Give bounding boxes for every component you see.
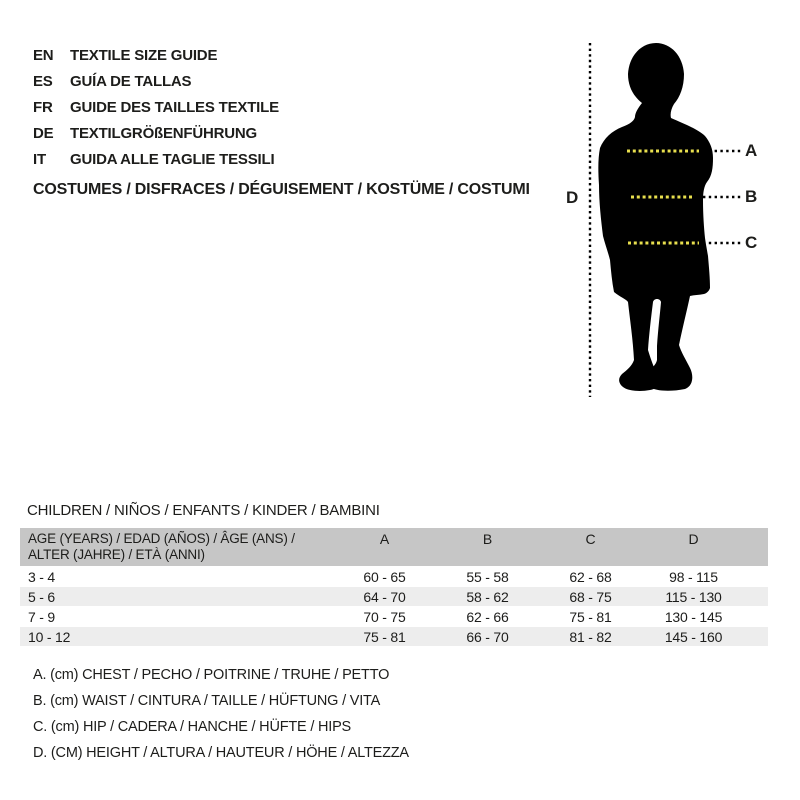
language-title: GUIDA ALLE TAGLIE TESSILI (70, 151, 275, 168)
legend-height: D. (CM) HEIGHT / ALTURA / HAUTEUR / HÖHE / ALTEZZA (33, 745, 409, 761)
child-silhouette (598, 43, 713, 391)
waist-value: 55 - 58 (466, 568, 509, 585)
column-header-a: A (379, 531, 390, 547)
language-title-list (33, 43, 279, 173)
chest-label-a: A (744, 141, 758, 160)
hip-label-c: C (744, 233, 758, 252)
measurement-legend (33, 662, 409, 766)
language-row (33, 69, 279, 95)
age-column-header (20, 531, 333, 563)
language-title: TEXTILE SIZE GUIDE (70, 47, 218, 64)
waist-value: 58 - 62 (466, 588, 509, 605)
language-title: TEXTILGRÖßENFÜHRUNG (70, 125, 258, 142)
age-cell: 5 - 6 (28, 588, 56, 605)
legend-chest: A. (cm) CHEST / PECHO / POITRINE / TRUHE / PETTO (33, 667, 390, 683)
column-header-c: C (585, 531, 596, 547)
language-row (33, 95, 279, 121)
language-code: IT (33, 151, 46, 168)
age-cell: 10 - 12 (28, 628, 71, 645)
age-cell: 3 - 4 (28, 568, 56, 585)
language-row (33, 147, 279, 173)
chest-value: 70 - 75 (363, 608, 406, 625)
language-row (33, 43, 279, 69)
language-code: ES (33, 73, 53, 90)
legend-waist: B. (cm) WAIST / CINTURA / TAILLE / HÜFTUNG / VITA (33, 693, 381, 709)
language-title: GUÍA DE TALLAS (70, 73, 192, 90)
table-row (20, 627, 768, 646)
waist-value: 66 - 70 (466, 628, 509, 645)
language-code: DE (33, 125, 54, 142)
chest-value: 60 - 65 (363, 568, 406, 585)
hip-value: 75 - 81 (569, 608, 612, 625)
table-row (20, 587, 768, 606)
height-value: 145 - 160 (664, 628, 723, 645)
waist-label-b: B (744, 187, 758, 206)
hip-value: 81 - 82 (569, 628, 612, 645)
language-code: EN (33, 47, 54, 64)
category-title: COSTUMES / DISFRACES / DÉGUISEMENT / KOSTÜME / COSTUMI (33, 181, 530, 198)
language-row (33, 121, 279, 147)
legend-hip: C. (cm) HIP / CADERA / HANCHE / HÜFTE / HIPS (33, 719, 352, 735)
section-title-children: CHILDREN / NIÑOS / ENFANTS / KINDER / BAMBINI (27, 502, 380, 519)
column-header-b: B (482, 531, 493, 547)
hip-value: 68 - 75 (569, 588, 612, 605)
language-code: FR (33, 99, 53, 116)
language-title: GUIDE DES TAILLES TEXTILE (70, 99, 279, 116)
column-header-d: D (688, 531, 699, 547)
table-row (20, 567, 768, 586)
size-table (20, 528, 768, 646)
table-row (20, 607, 768, 626)
height-value: 130 - 145 (664, 608, 723, 625)
table-header-row (20, 528, 768, 566)
height-value: 98 - 115 (669, 568, 718, 585)
chest-value: 64 - 70 (363, 588, 406, 605)
table-body (20, 567, 768, 646)
waist-value: 62 - 66 (466, 608, 509, 625)
hip-value: 62 - 68 (569, 568, 612, 585)
age-header-line1: AGE (YEARS) / EDAD (AÑOS) / ÂGE (ANS) / (28, 531, 295, 546)
height-value: 115 - 130 (665, 588, 722, 605)
age-cell: 7 - 9 (28, 608, 56, 625)
child-silhouette-diagram (550, 30, 780, 410)
height-label-d: D (565, 188, 579, 207)
chest-value: 75 - 81 (363, 628, 406, 645)
age-header-line2: ALTER (JAHRE) / ETÀ (ANNI) (28, 547, 205, 562)
